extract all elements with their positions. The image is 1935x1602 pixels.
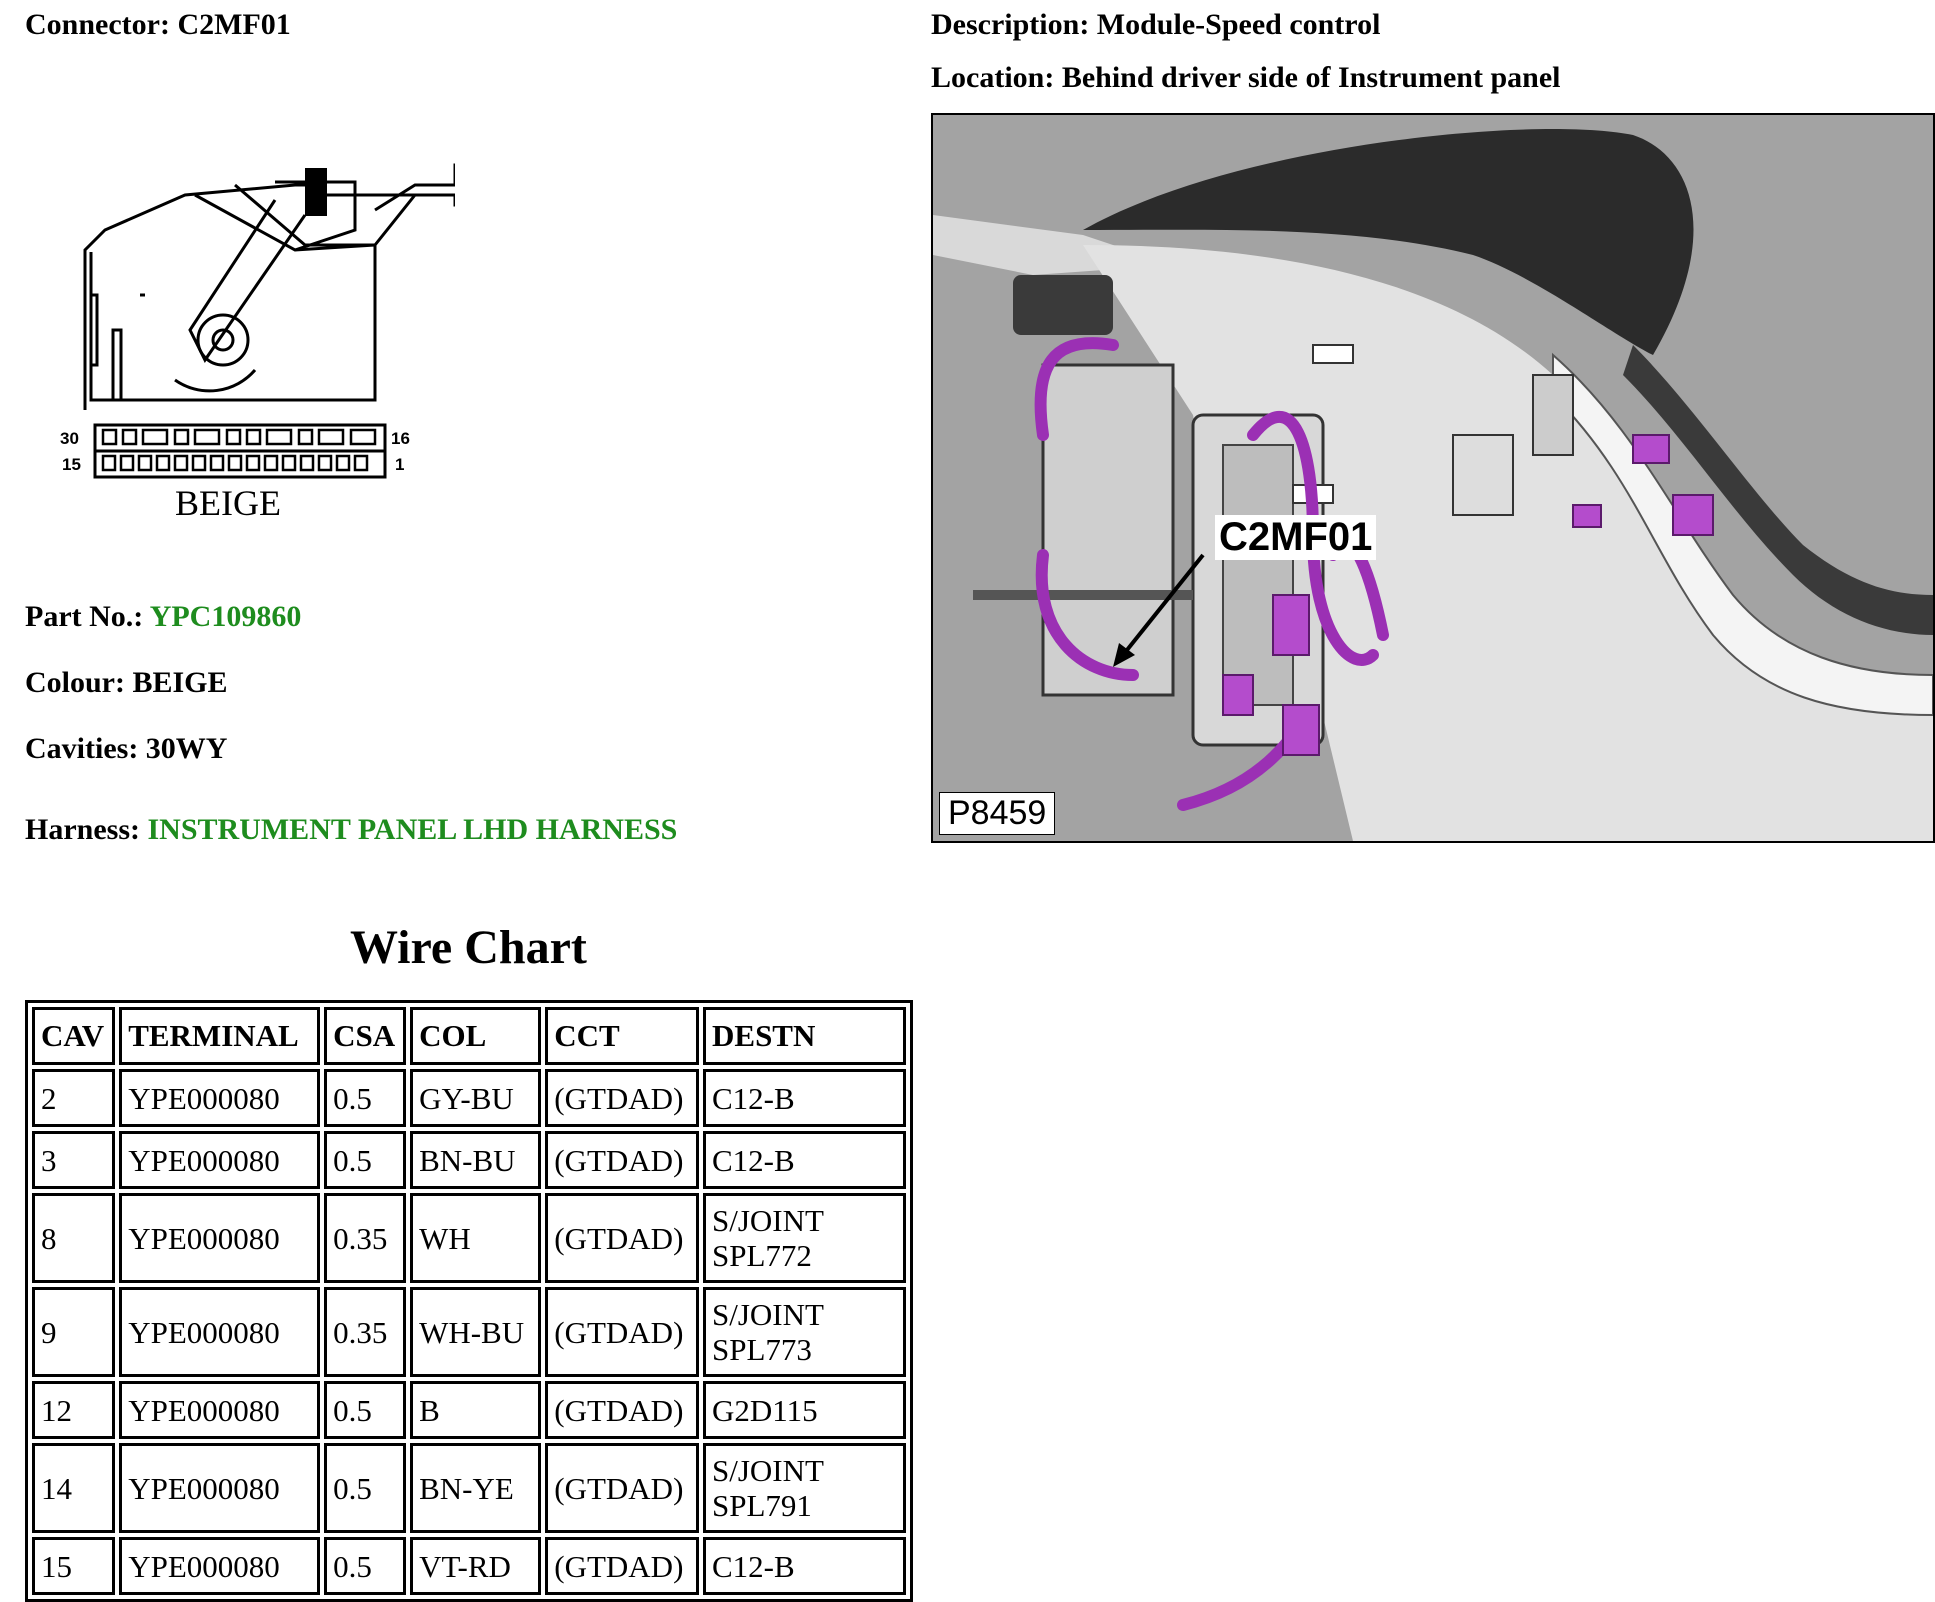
cell-col: B — [410, 1381, 541, 1439]
cell-destn: S/JOINT SPL791 — [703, 1443, 906, 1533]
cell-destn: S/JOINT SPL772 — [703, 1193, 906, 1283]
cavities-label: Cavities: 30WY — [25, 732, 228, 765]
column-header-csa: CSA — [324, 1007, 406, 1065]
harness-label: Harness: — [25, 813, 140, 846]
photo-illustration — [933, 115, 1933, 841]
cell-terminal: YPE000080 — [119, 1443, 320, 1533]
cell-destn: G2D115 — [703, 1381, 906, 1439]
cell-cct: (GTDAD) — [545, 1287, 699, 1377]
cell-csa: 0.35 — [324, 1193, 406, 1283]
cell-cav: 14 — [32, 1443, 115, 1533]
cell-csa: 0.5 — [324, 1131, 406, 1189]
cell-terminal: YPE000080 — [119, 1069, 320, 1127]
table-header-row — [32, 1007, 906, 1065]
cell-terminal: YPE000080 — [119, 1381, 320, 1439]
cell-destn: C12-B — [703, 1131, 906, 1189]
cell-col: WH — [410, 1193, 541, 1283]
table-row — [32, 1443, 906, 1533]
column-header-cav: CAV — [32, 1007, 115, 1065]
cell-csa: 0.35 — [324, 1287, 406, 1377]
table-row — [32, 1131, 906, 1189]
column-header-destn: DESTN — [703, 1007, 906, 1065]
description-label: Description: Module-Speed control — [931, 8, 1381, 41]
connector-label: Connector: C2MF01 — [25, 8, 291, 41]
column-header-col: COL — [410, 1007, 541, 1065]
cell-destn: S/JOINT SPL773 — [703, 1287, 906, 1377]
connector-colour-caption: BEIGE — [175, 483, 281, 523]
cell-destn: C12-B — [703, 1069, 906, 1127]
cell-destn: C12-B — [703, 1537, 906, 1595]
part-number-label: Part No.: — [25, 600, 144, 633]
colour-label: Colour: BEIGE — [25, 666, 228, 699]
harness-link[interactable]: INSTRUMENT PANEL LHD HARNESS — [147, 813, 678, 846]
part-number-link[interactable]: YPC109860 — [149, 600, 302, 633]
connector-callout-label: C2MF01 — [1215, 515, 1376, 560]
table-row — [32, 1287, 906, 1377]
pin-label-16: 16 — [391, 429, 410, 448]
cell-cav: 9 — [32, 1287, 115, 1377]
location-label: Location: Behind driver side of Instrument panel — [931, 61, 1561, 94]
cell-col: BN-YE — [410, 1443, 541, 1533]
pin-label-30: 30 — [60, 429, 79, 448]
cell-terminal: YPE000080 — [119, 1287, 320, 1377]
cell-cct: (GTDAD) — [545, 1193, 699, 1283]
cell-cct: (GTDAD) — [545, 1537, 699, 1595]
cell-terminal: YPE000080 — [119, 1193, 320, 1283]
wire-chart-table — [25, 1000, 913, 1602]
table-row — [32, 1537, 906, 1595]
cell-csa: 0.5 — [324, 1069, 406, 1127]
pin-label-1: 1 — [395, 455, 405, 474]
cell-csa: 0.5 — [324, 1443, 406, 1533]
cell-col: BN-BU — [410, 1131, 541, 1189]
cell-col: WH-BU — [410, 1287, 541, 1377]
column-header-terminal: TERMINAL — [119, 1007, 320, 1065]
location-photo — [931, 113, 1935, 843]
table-row — [32, 1381, 906, 1439]
part-number — [25, 600, 301, 634]
cell-cav: 8 — [32, 1193, 115, 1283]
cell-cct: (GTDAD) — [545, 1131, 699, 1189]
cell-cct: (GTDAD) — [545, 1069, 699, 1127]
figure-id-label: P8459 — [939, 792, 1055, 835]
cell-col: GY-BU — [410, 1069, 541, 1127]
cell-cct: (GTDAD) — [545, 1381, 699, 1439]
table-row — [32, 1069, 906, 1127]
cell-cav: 15 — [32, 1537, 115, 1595]
wire-chart-title: Wire Chart — [350, 921, 587, 974]
connector-diagram — [55, 160, 455, 530]
cell-terminal: YPE000080 — [119, 1537, 320, 1595]
cell-cav: 2 — [32, 1069, 115, 1127]
cell-cct: (GTDAD) — [545, 1443, 699, 1533]
cell-csa: 0.5 — [324, 1381, 406, 1439]
cell-terminal: YPE000080 — [119, 1131, 320, 1189]
harness — [25, 813, 677, 847]
cell-cav: 3 — [32, 1131, 115, 1189]
cell-col: VT-RD — [410, 1537, 541, 1595]
cell-cav: 12 — [32, 1381, 115, 1439]
pin-label-15: 15 — [62, 455, 81, 474]
cell-csa: 0.5 — [324, 1537, 406, 1595]
column-header-cct: CCT — [545, 1007, 699, 1065]
table-row — [32, 1193, 906, 1283]
